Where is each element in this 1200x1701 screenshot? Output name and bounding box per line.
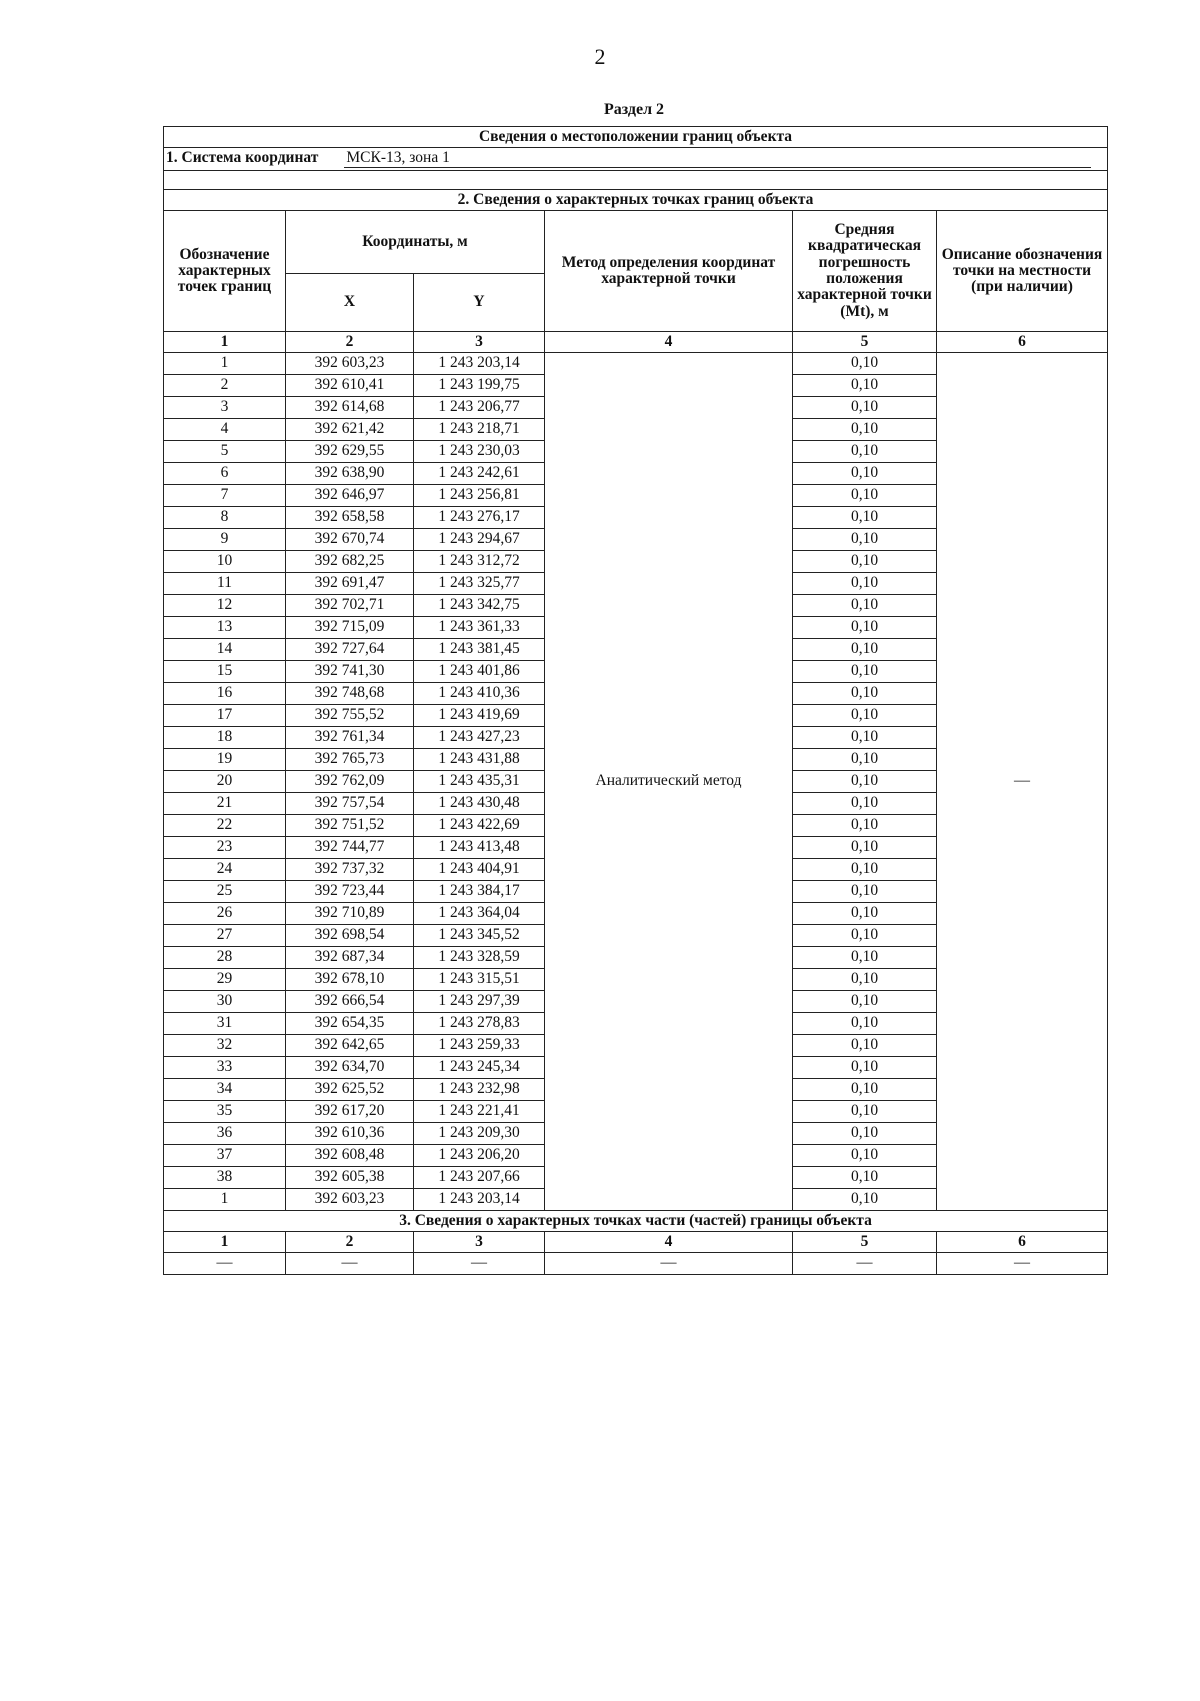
point-x: 392 761,34 xyxy=(286,727,414,749)
parts-row xyxy=(164,1253,1108,1275)
point-y: 1 243 325,77 xyxy=(414,573,545,595)
point-x: 392 727,64 xyxy=(286,639,414,661)
point-y: 1 243 401,86 xyxy=(414,661,545,683)
point-y: 1 243 218,71 xyxy=(414,419,545,441)
coord-system-value: МСК-13, зона 1 xyxy=(344,150,1091,167)
point-mt: 0,10 xyxy=(793,419,937,441)
column-number: 2 xyxy=(286,1232,414,1253)
point-y: 1 243 207,66 xyxy=(414,1167,545,1189)
header-x: X xyxy=(286,274,414,332)
point-mt: 0,10 xyxy=(793,375,937,397)
point-mt: 0,10 xyxy=(793,1123,937,1145)
point-number: 37 xyxy=(164,1145,286,1167)
point-number: 34 xyxy=(164,1079,286,1101)
point-number: 26 xyxy=(164,903,286,925)
point-number: 12 xyxy=(164,595,286,617)
point-number: 24 xyxy=(164,859,286,881)
point-number: 13 xyxy=(164,617,286,639)
point-y: 1 243 276,17 xyxy=(414,507,545,529)
column-number: 1 xyxy=(164,332,286,353)
point-mt: 0,10 xyxy=(793,1057,937,1079)
point-y: 1 243 345,52 xyxy=(414,925,545,947)
point-number: 25 xyxy=(164,881,286,903)
point-y: 1 243 206,77 xyxy=(414,397,545,419)
point-number: 2 xyxy=(164,375,286,397)
parts-cell: — xyxy=(937,1253,1108,1275)
point-number: 1 xyxy=(164,1189,286,1211)
column-number: 1 xyxy=(164,1232,286,1253)
parts-cell: — xyxy=(793,1253,937,1275)
point-x: 392 658,58 xyxy=(286,507,414,529)
point-mt: 0,10 xyxy=(793,1189,937,1211)
point-mt: 0,10 xyxy=(793,793,937,815)
point-y: 1 243 364,04 xyxy=(414,903,545,925)
point-y: 1 243 427,23 xyxy=(414,727,545,749)
point-x: 392 603,23 xyxy=(286,353,414,375)
point-mt: 0,10 xyxy=(793,837,937,859)
point-number: 8 xyxy=(164,507,286,529)
point-mt: 0,10 xyxy=(793,881,937,903)
point-x: 392 723,44 xyxy=(286,881,414,903)
point-number: 19 xyxy=(164,749,286,771)
point-number: 7 xyxy=(164,485,286,507)
point-x: 392 691,47 xyxy=(286,573,414,595)
point-y: 1 243 203,14 xyxy=(414,353,545,375)
point-x: 392 614,68 xyxy=(286,397,414,419)
point-y: 1 243 419,69 xyxy=(414,705,545,727)
point-mt: 0,10 xyxy=(793,683,937,705)
point-number: 29 xyxy=(164,969,286,991)
header-method: Метод определения координат характерной точки xyxy=(545,211,793,332)
parts-cell: — xyxy=(286,1253,414,1275)
point-y: 1 243 245,34 xyxy=(414,1057,545,1079)
point-mt: 0,10 xyxy=(793,573,937,595)
point-mt: 0,10 xyxy=(793,815,937,837)
point-number: 18 xyxy=(164,727,286,749)
spacer-row xyxy=(164,171,1108,190)
point-number: 14 xyxy=(164,639,286,661)
point-x: 392 666,54 xyxy=(286,991,414,1013)
point-mt: 0,10 xyxy=(793,1013,937,1035)
point-x: 392 642,65 xyxy=(286,1035,414,1057)
point-x: 392 670,74 xyxy=(286,529,414,551)
point-number: 9 xyxy=(164,529,286,551)
point-number: 16 xyxy=(164,683,286,705)
point-y: 1 243 410,36 xyxy=(414,683,545,705)
parts-title: 3. Сведения о характерных точках части (частей) границы объекта xyxy=(164,1211,1108,1232)
parts-column-numbers-row xyxy=(164,1232,1108,1253)
point-y: 1 243 413,48 xyxy=(414,837,545,859)
point-mt: 0,10 xyxy=(793,1035,937,1057)
point-x: 392 682,25 xyxy=(286,551,414,573)
point-number: 1 xyxy=(164,353,286,375)
point-y: 1 243 232,98 xyxy=(414,1079,545,1101)
points-title: 2. Сведения о характерных точках границ объекта xyxy=(164,190,1108,211)
point-number: 15 xyxy=(164,661,286,683)
description-cell: — xyxy=(937,353,1108,1211)
point-y: 1 243 431,88 xyxy=(414,749,545,771)
point-number: 27 xyxy=(164,925,286,947)
section-title: Раздел 2 xyxy=(603,101,665,118)
point-mt: 0,10 xyxy=(793,617,937,639)
column-numbers-row xyxy=(164,332,1108,353)
point-y: 1 243 384,17 xyxy=(414,881,545,903)
point-y: 1 243 297,39 xyxy=(414,991,545,1013)
page-number: 2 xyxy=(594,44,606,69)
point-mt: 0,10 xyxy=(793,705,937,727)
table-row xyxy=(164,353,1108,375)
point-x: 392 744,77 xyxy=(286,837,414,859)
header-error: Средняя квадратическая погрешность положения характерной точки (Mt), м xyxy=(793,211,937,332)
point-number: 17 xyxy=(164,705,286,727)
point-x: 392 751,52 xyxy=(286,815,414,837)
point-x: 392 765,73 xyxy=(286,749,414,771)
point-y: 1 243 256,81 xyxy=(414,485,545,507)
point-mt: 0,10 xyxy=(793,1101,937,1123)
point-mt: 0,10 xyxy=(793,1145,937,1167)
point-mt: 0,10 xyxy=(793,947,937,969)
point-mt: 0,10 xyxy=(793,661,937,683)
column-number: 5 xyxy=(793,1232,937,1253)
point-number: 28 xyxy=(164,947,286,969)
point-x: 392 638,90 xyxy=(286,463,414,485)
point-x: 392 702,71 xyxy=(286,595,414,617)
point-number: 10 xyxy=(164,551,286,573)
point-y: 1 243 430,48 xyxy=(414,793,545,815)
point-number: 22 xyxy=(164,815,286,837)
point-number: 35 xyxy=(164,1101,286,1123)
point-mt: 0,10 xyxy=(793,771,937,793)
point-mt: 0,10 xyxy=(793,925,937,947)
point-x: 392 755,52 xyxy=(286,705,414,727)
header-description: Описание обозначения точки на местности (при наличии) xyxy=(937,211,1108,332)
point-x: 392 608,48 xyxy=(286,1145,414,1167)
point-mt: 0,10 xyxy=(793,485,937,507)
point-number: 6 xyxy=(164,463,286,485)
point-number: 11 xyxy=(164,573,286,595)
point-x: 392 610,41 xyxy=(286,375,414,397)
point-x: 392 710,89 xyxy=(286,903,414,925)
point-x: 392 610,36 xyxy=(286,1123,414,1145)
header-designation: Обозначение характерных точек границ xyxy=(164,211,286,332)
point-number: 4 xyxy=(164,419,286,441)
point-x: 392 748,68 xyxy=(286,683,414,705)
point-x: 392 621,42 xyxy=(286,419,414,441)
point-number: 3 xyxy=(164,397,286,419)
point-x: 392 757,54 xyxy=(286,793,414,815)
point-number: 38 xyxy=(164,1167,286,1189)
point-mt: 0,10 xyxy=(793,1079,937,1101)
point-number: 31 xyxy=(164,1013,286,1035)
point-mt: 0,10 xyxy=(793,507,937,529)
point-number: 36 xyxy=(164,1123,286,1145)
boundary-points-table xyxy=(163,126,1108,1275)
point-y: 1 243 221,41 xyxy=(414,1101,545,1123)
parts-cell: — xyxy=(414,1253,545,1275)
point-number: 20 xyxy=(164,771,286,793)
column-number: 6 xyxy=(937,1232,1108,1253)
point-x: 392 678,10 xyxy=(286,969,414,991)
point-number: 5 xyxy=(164,441,286,463)
point-x: 392 603,23 xyxy=(286,1189,414,1211)
column-number: 5 xyxy=(793,332,937,353)
column-number: 2 xyxy=(286,332,414,353)
header-y: Y xyxy=(414,274,545,332)
point-x: 392 646,97 xyxy=(286,485,414,507)
point-mt: 0,10 xyxy=(793,1167,937,1189)
point-mt: 0,10 xyxy=(793,639,937,661)
point-x: 392 715,09 xyxy=(286,617,414,639)
header-coordinates: Координаты, м xyxy=(286,211,545,274)
point-x: 392 687,34 xyxy=(286,947,414,969)
point-mt: 0,10 xyxy=(793,397,937,419)
column-number: 3 xyxy=(414,332,545,353)
point-mt: 0,10 xyxy=(793,991,937,1013)
parts-cell: — xyxy=(545,1253,793,1275)
point-mt: 0,10 xyxy=(793,749,937,771)
point-y: 1 243 203,14 xyxy=(414,1189,545,1211)
point-y: 1 243 278,83 xyxy=(414,1013,545,1035)
point-y: 1 243 328,59 xyxy=(414,947,545,969)
point-y: 1 243 259,33 xyxy=(414,1035,545,1057)
point-mt: 0,10 xyxy=(793,441,937,463)
point-x: 392 654,35 xyxy=(286,1013,414,1035)
point-number: 21 xyxy=(164,793,286,815)
point-number: 32 xyxy=(164,1035,286,1057)
point-number: 23 xyxy=(164,837,286,859)
column-number: 4 xyxy=(545,1232,793,1253)
point-x: 392 698,54 xyxy=(286,925,414,947)
point-mt: 0,10 xyxy=(793,529,937,551)
point-number: 30 xyxy=(164,991,286,1013)
point-y: 1 243 422,69 xyxy=(414,815,545,837)
point-y: 1 243 404,91 xyxy=(414,859,545,881)
parts-cell: — xyxy=(164,1253,286,1275)
point-mt: 0,10 xyxy=(793,353,937,375)
point-x: 392 629,55 xyxy=(286,441,414,463)
main-title: Сведения о местоположении границ объекта xyxy=(164,127,1108,148)
point-y: 1 243 242,61 xyxy=(414,463,545,485)
point-y: 1 243 312,72 xyxy=(414,551,545,573)
point-x: 392 762,09 xyxy=(286,771,414,793)
point-mt: 0,10 xyxy=(793,859,937,881)
point-y: 1 243 342,75 xyxy=(414,595,545,617)
point-x: 392 605,38 xyxy=(286,1167,414,1189)
coord-system-row xyxy=(164,148,1108,171)
point-y: 1 243 206,20 xyxy=(414,1145,545,1167)
coord-system-label: 1. Система координат xyxy=(166,149,319,167)
point-x: 392 617,20 xyxy=(286,1101,414,1123)
point-y: 1 243 315,51 xyxy=(414,969,545,991)
point-y: 1 243 435,31 xyxy=(414,771,545,793)
point-mt: 0,10 xyxy=(793,727,937,749)
point-mt: 0,10 xyxy=(793,551,937,573)
method-cell: Аналитический метод xyxy=(545,353,793,1211)
point-y: 1 243 294,67 xyxy=(414,529,545,551)
column-number: 6 xyxy=(937,332,1108,353)
point-y: 1 243 209,30 xyxy=(414,1123,545,1145)
point-mt: 0,10 xyxy=(793,969,937,991)
point-mt: 0,10 xyxy=(793,903,937,925)
column-number: 3 xyxy=(414,1232,545,1253)
point-x: 392 625,52 xyxy=(286,1079,414,1101)
point-y: 1 243 361,33 xyxy=(414,617,545,639)
point-mt: 0,10 xyxy=(793,595,937,617)
point-x: 392 741,30 xyxy=(286,661,414,683)
point-y: 1 243 230,03 xyxy=(414,441,545,463)
column-number: 4 xyxy=(545,332,793,353)
point-x: 392 634,70 xyxy=(286,1057,414,1079)
point-mt: 0,10 xyxy=(793,463,937,485)
point-y: 1 243 381,45 xyxy=(414,639,545,661)
point-y: 1 243 199,75 xyxy=(414,375,545,397)
point-number: 33 xyxy=(164,1057,286,1079)
point-x: 392 737,32 xyxy=(286,859,414,881)
